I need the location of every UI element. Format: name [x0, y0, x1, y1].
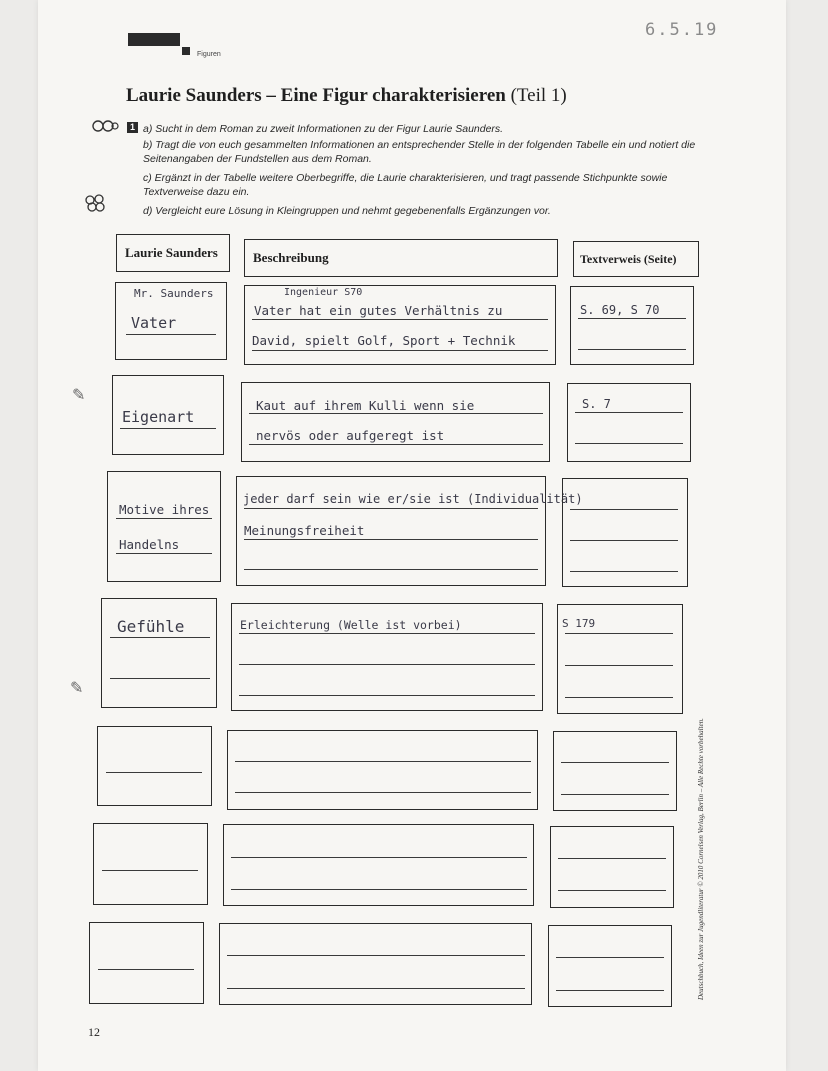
copyright-notice: Deutschbuch, Ideen zur Jugendliteratur © 2010 Cornelsen Verlag, Berlin – Alle Rechte vorbehalten. [697, 718, 705, 1000]
row2-reference-line1: S. 7 [582, 397, 611, 411]
row1-description-line2: David, spielt Golf, Sport + Technik [252, 333, 516, 348]
row2-description-line2: nervös oder aufgeregt ist [256, 428, 445, 443]
row5-description-box[interactable] [227, 730, 538, 810]
row2-description-line1: Kaut auf ihrem Kulli wenn sie [256, 398, 475, 413]
row1-reference-line1: S. 69, S 70 [580, 303, 660, 317]
row7-description-box[interactable] [219, 923, 532, 1005]
row1-category-line2: Vater [131, 314, 177, 332]
row3-description-line2: Meinungsfreiheit [244, 523, 365, 538]
row4-description-line1: Erleichterung (Welle ist vorbei) [240, 618, 462, 632]
instruction-b: b) Tragt die von euch gesammelten Informationen an entsprechender Stelle in der folgenden Tabelle ein und notiert die Seitenangaben der Fundstellen aus dem Roman. [143, 139, 696, 165]
section-label: Figuren [197, 51, 221, 58]
margin-mark-icon: ✎ [72, 387, 86, 404]
row1-description-line1: Vater hat ein gutes Verhältnis zu [254, 303, 503, 318]
header-textverweis: Textverweis (Seite) [573, 241, 699, 277]
margin-mark-icon: ✎ [70, 680, 84, 697]
instruction-c: c) Ergänzt in der Tabelle weitere Oberbegriffe, die Laurie charakterisieren, und tragt passende Stichpunkte sowie Textverweise dazu ein. [143, 172, 668, 198]
row6-description-box[interactable] [223, 824, 534, 906]
row2-category-line1: Eigenart [122, 408, 195, 426]
task-number-badge: 1 [127, 122, 138, 133]
header-laurie-saunders: Laurie Saunders [116, 234, 230, 272]
title-main: Laurie Saunders – Eine Figur charakterisieren [126, 85, 506, 106]
row4-reference-line1: S 179 [562, 617, 596, 630]
row7-reference-box[interactable] [548, 925, 672, 1007]
row1-category-line1: Mr. Saunders [134, 287, 214, 300]
page-number: 12 [88, 1025, 100, 1039]
row1-description-note: Ingenieur S70 [284, 287, 363, 298]
row7-category-box[interactable] [89, 922, 204, 1004]
row3-category-box [107, 471, 221, 582]
page-title [126, 85, 567, 107]
title-part: (Teil 1) [510, 85, 567, 106]
handwritten-date: 6.5.19 [645, 20, 719, 40]
pair-work-icon [91, 119, 121, 137]
section-marker-bar [128, 33, 180, 46]
row4-category-box [101, 598, 217, 708]
row2-reference-box [567, 383, 691, 462]
row2-description-box [241, 382, 550, 462]
row3-description-line1: jeder darf sein wie er/sie ist (Individualität) [243, 492, 583, 506]
row3-category-line1: Motive ihres [119, 502, 210, 517]
instruction-a: a) Sucht in dem Roman zu zweit Informationen zu der Figur Laurie Saunders. [143, 123, 504, 135]
row3-category-line2: Handelns [119, 537, 180, 552]
group-work-icon [84, 193, 106, 218]
row6-category-box[interactable] [93, 823, 208, 905]
instruction-d: d) Vergleicht eure Lösung in Kleingruppen und nehmt gegebenenfalls Ergänzungen vor. [143, 205, 551, 217]
row4-category-line1: Gefühle [117, 617, 185, 636]
section-marker-square [182, 47, 190, 55]
row5-category-box[interactable] [97, 726, 212, 806]
header-beschreibung: Beschreibung [244, 239, 558, 277]
row5-reference-box[interactable] [553, 731, 677, 811]
row1-reference-box [570, 286, 694, 365]
row6-reference-box[interactable] [550, 826, 674, 908]
